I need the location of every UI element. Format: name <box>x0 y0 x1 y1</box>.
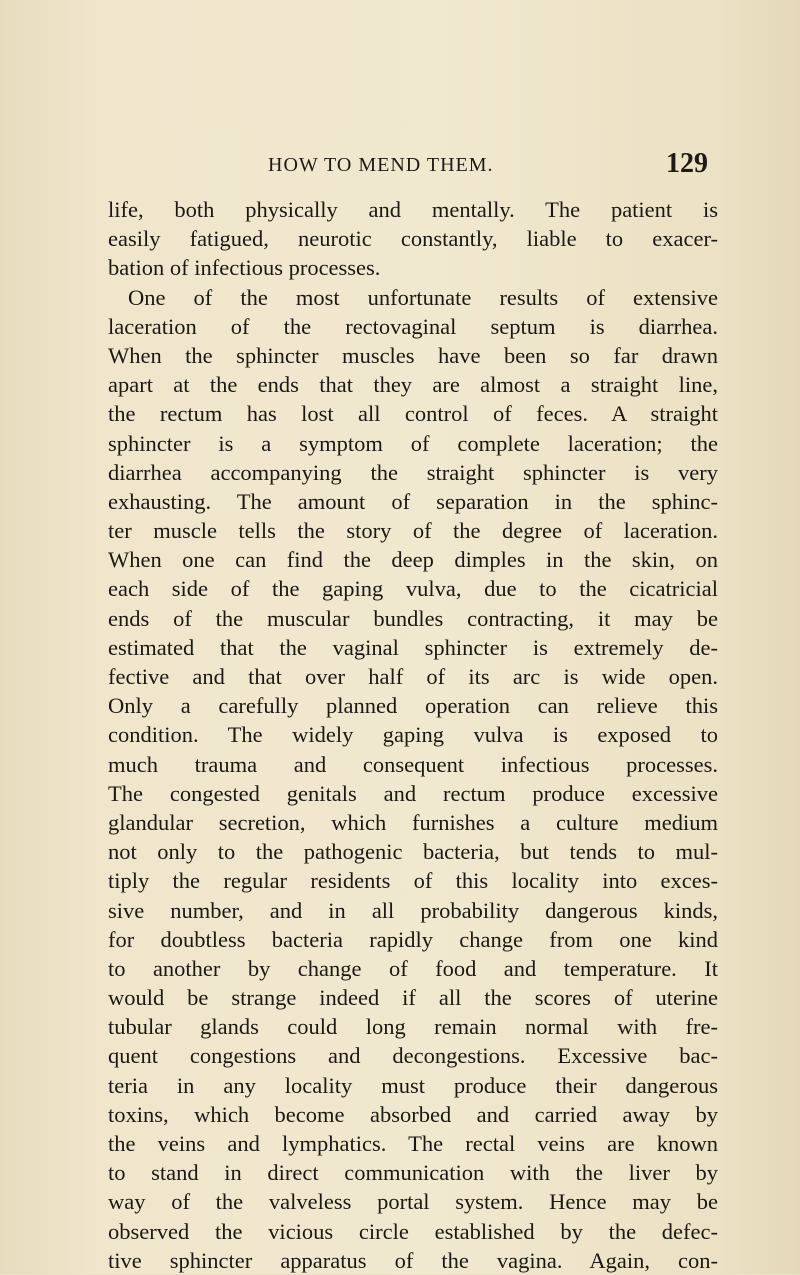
text-line: fective and that over half of its arc is wide open. <box>108 664 718 689</box>
text-line: exhausting. The amount of separation in the sphinc- <box>108 488 718 514</box>
text-line: for doubtless bacteria rapidly change from one kind <box>108 926 718 952</box>
text-line: much trauma and consequent infectious processes. <box>108 751 718 777</box>
text-line: life, both physically and mentally. The patient is <box>108 197 718 222</box>
text-line: laceration of the rectovaginal septum is diarrhea. <box>108 313 718 339</box>
text-line: When the sphincter muscles have been so far drawn <box>108 342 718 368</box>
running-title: HOW TO MEND THEM. <box>268 154 494 176</box>
body-text <box>108 195 718 1275</box>
text-line: easily fatigued, neurotic constantly, liable to exacer- <box>108 226 718 252</box>
text-line: sive number, and in all probability dangerous kinds, <box>108 897 718 923</box>
text-line: way of the valveless portal system. Hence may be <box>108 1189 718 1215</box>
text-line: glandular secretion, which furnishes a culture medium <box>108 809 718 835</box>
text-line: ends of the muscular bundles contracting, it may be <box>108 605 718 631</box>
page-number: 129 <box>666 148 708 179</box>
page-header <box>268 148 708 182</box>
text-line: Only a carefully planned operation can relieve this <box>108 693 718 719</box>
text-line: tubular glands could long remain normal with fre- <box>108 1014 718 1040</box>
text-line: tiply the regular residents of this locality into exces- <box>108 868 718 894</box>
text-line: When one can find the deep dimples in the skin, on <box>108 547 718 573</box>
text-line: would be strange indeed if all the scores of uterine <box>108 985 718 1011</box>
text-line: not only to the pathogenic bacteria, but tends to mul- <box>108 839 718 865</box>
text-line: tive sphincter apparatus of the vagina. Again, con- <box>108 1247 718 1273</box>
text-line: teria in any locality must produce their dangerous <box>108 1072 718 1098</box>
text-line: apart at the ends that they are almost a straight line, <box>108 372 718 398</box>
text-line: quent congestions and decongestions. Excessive bac- <box>108 1043 718 1069</box>
text-line: One of the most unfortunate results of extensive <box>128 284 718 310</box>
text-line: to another by change of food and temperature. It <box>108 955 718 981</box>
text-line: diarrhea accompanying the straight sphincter is very <box>108 459 718 485</box>
text-line: The congested genitals and rectum produce excessive <box>108 780 718 806</box>
text-line: the veins and lymphatics. The rectal veins are known <box>108 1131 718 1156</box>
text-line: each side of the gaping vulva, due to the cicatricial <box>108 576 718 602</box>
text-line: bation of infectious processes. <box>108 255 381 281</box>
text-line: toxins, which become absorbed and carried away by <box>108 1101 718 1127</box>
text-line: ter muscle tells the story of the degree of laceration. <box>108 518 718 544</box>
text-line: condition. The widely gaping vulva is exposed to <box>108 722 718 748</box>
text-line: estimated that the vaginal sphincter is extremely de- <box>108 634 718 660</box>
text-line: the rectum has lost all control of feces. A straight <box>108 401 718 427</box>
text-line: to stand in direct communication with the liver by <box>108 1160 718 1186</box>
text-line: sphincter is a symptom of complete laceration; the <box>108 430 718 456</box>
text-line: observed the vicious circle established by the defec- <box>108 1218 718 1244</box>
